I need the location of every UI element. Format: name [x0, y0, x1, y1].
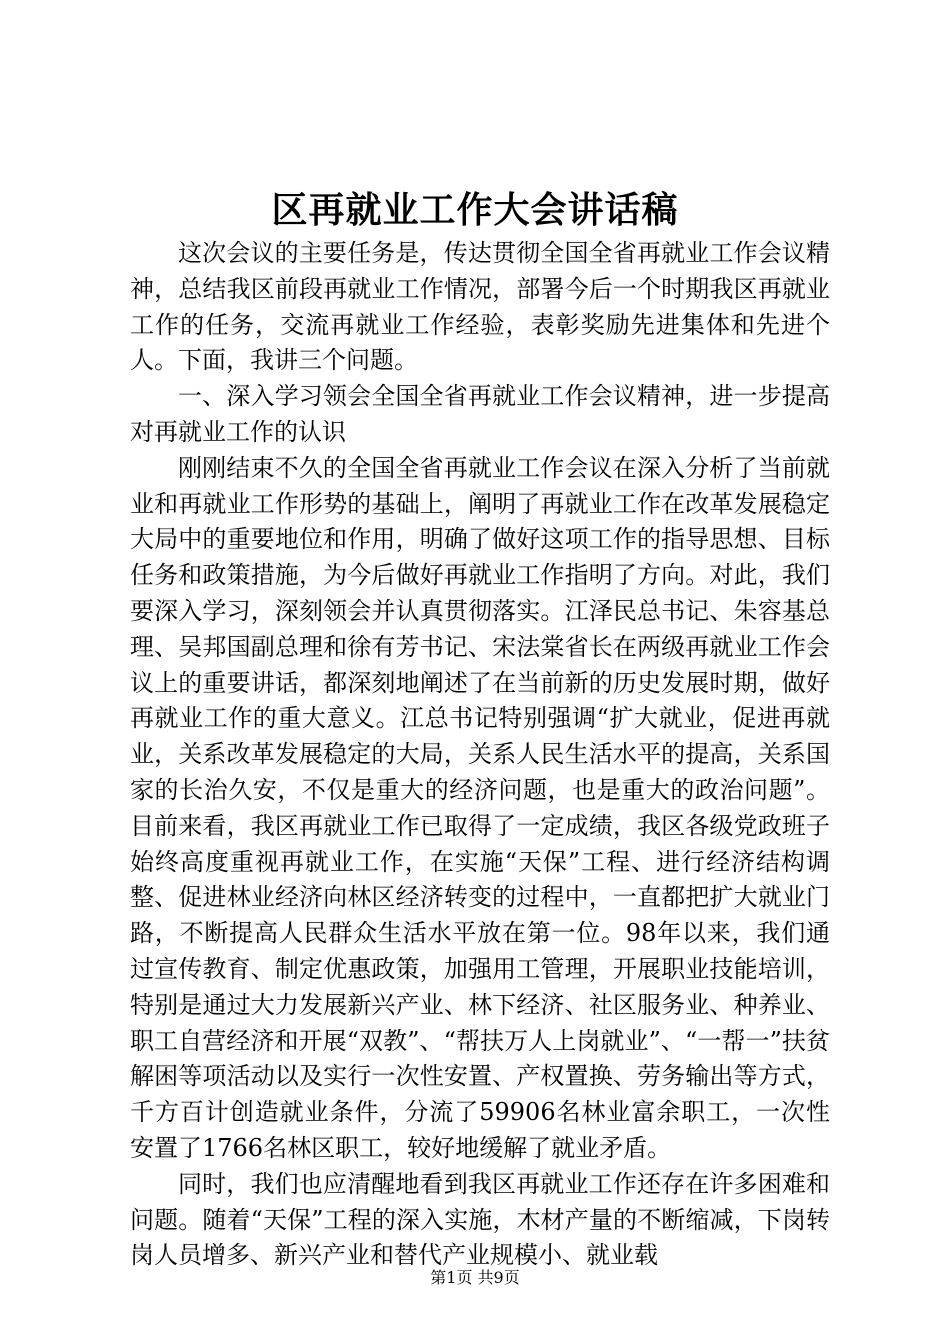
- document-body: [130, 236, 830, 1274]
- section-heading-1: 一、深入学习领会全国全省再就业工作会议精神，进一步提高对再就业工作的认识: [130, 382, 830, 446]
- document-title: 区再就业工作大会讲话稿: [271, 189, 679, 231]
- paragraph-meeting-spirit: 刚刚结束不久的全国全省再就业工作会议在深入分析了当前就业和再就业工作形势的基础上，阐明了再就业工作在改革发展稳定大局中的重要地位和作用，明确了做好这项工作的指导思想、目标任务和政策措施，为今后做好再就业工作指明了方向。对此，我们要深入学习，深刻领会并认真贯彻落实。江泽民总书记、朱容基总理、吴邦国副总理和徐有芳书记、宋法棠省长在两级再就业工作会议上的重要讲话，都深刻地阐述了在当前新的历史发展时期，做好再就业工作的重大意义。江总书记特别强调“扩大就业，促进再就业，关系改革发展稳定的大局，关系人民生活水平的提高，关系国家的长治久安，不仅是重大的经济问题，也是重大的政治问题”。目前来看，我区再就业工作已取得了一定成绩，我区各级党政班子始终高度重视再就业工作，在实施“天保”工程、进行经济结构调整、促进林业经济向林区经济转变的过程中，一直都把扩大就业门路，不断提高人民群众生活水平放在第一位。98年以来，我们通过宣传教育、制定优惠政策，加强用工管理，开展职业技能培训，特别是通过大力发展新兴产业、林下经济、社区服务业、种养业、职工自营经济和开展“双教”、“帮扶万人上岗就业”、“一帮一”扶贫解困等项活动以及实行一次性安置、产权置换、劳务输出等方式，千方百计创造就业条件，分流了59906名林业富余职工，一次性安置了1766名林区职工，较好地缓解了就业矛盾。: [130, 453, 830, 1162]
- paragraph-problems: 同时，我们也应清醒地看到我区再就业工作还存在许多困难和问题。随着“天保”工程的深入实施，木材产量的不断缩减，下岗转岗人员增多、新兴产业和替代产业规模小、就业载: [130, 1169, 830, 1270]
- page-number-footer: 第1页 共9页: [430, 1268, 520, 1287]
- paragraph-intro: 这次会议的主要任务是，传达贯彻全国全省再就业工作会议精神，总结我区前段再就业工作情况，部署今后一个时期我区再就业工作的任务，交流再就业工作经验，表彰奖励先进集体和先进个人。下面，我讲三个问题。: [130, 239, 830, 375]
